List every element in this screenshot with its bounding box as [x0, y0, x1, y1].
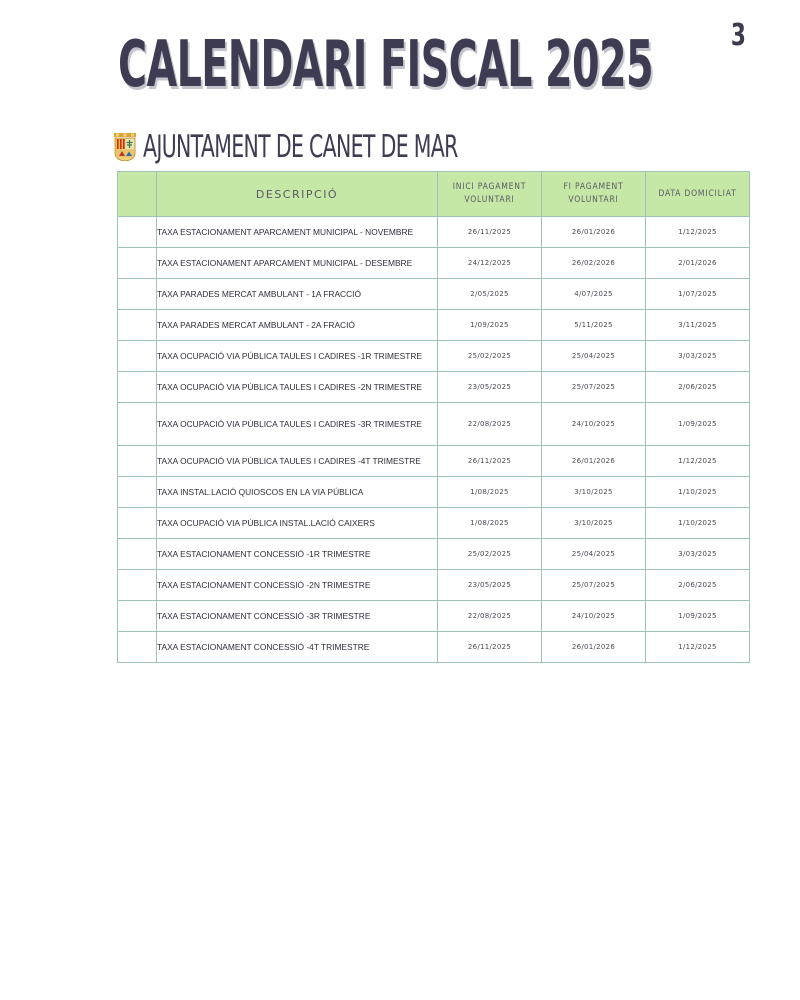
row-empty-cell: [118, 217, 157, 248]
table-row: [118, 341, 750, 372]
row-description: TAXA ESTACIONAMENT APARCAMENT MUNICIPAL - NOVEMBRE: [157, 217, 438, 248]
row-domicile-date: 1/09/2025: [646, 403, 750, 446]
row-end-date: 26/01/2026: [542, 632, 646, 663]
row-empty-cell: [118, 279, 157, 310]
subtitle: AJUNTAMENT DE CANET DE MAR: [143, 129, 458, 165]
row-end-date: 25/07/2025: [542, 372, 646, 403]
row-empty-cell: [118, 601, 157, 632]
header-end-line2: VOLUNTARI: [568, 195, 619, 205]
row-domicile-date: 2/01/2026: [646, 248, 750, 279]
header-start-line2: VOLUNTARI: [464, 195, 515, 205]
row-start-date: 24/12/2025: [438, 248, 542, 279]
row-domicile-date: 2/06/2025: [646, 372, 750, 403]
row-description: TAXA OCUPACIÓ VIA PÚBLICA INSTAL.LACIÓ CAIXERS: [157, 508, 438, 539]
row-end-date: 26/01/2026: [542, 217, 646, 248]
row-domicile-date: 1/10/2025: [646, 477, 750, 508]
row-domicile-date: 1/09/2025: [646, 601, 750, 632]
row-empty-cell: [118, 632, 157, 663]
header-end-line1: FI PAGAMENT: [563, 182, 624, 192]
row-domicile-date: 3/03/2025: [646, 341, 750, 372]
row-description: TAXA ESTACIONAMENT APARCAMENT MUNICIPAL - DESEMBRE: [157, 248, 438, 279]
row-end-date: 3/10/2025: [542, 508, 646, 539]
row-end-date: 5/11/2025: [542, 310, 646, 341]
table-row: [118, 570, 750, 601]
row-end-date: 25/04/2025: [542, 539, 646, 570]
row-end-date: 24/10/2025: [542, 601, 646, 632]
row-start-date: 1/09/2025: [438, 310, 542, 341]
row-domicile-date: 1/07/2025: [646, 279, 750, 310]
header-empty-cell: [118, 172, 157, 217]
row-end-date: 25/04/2025: [542, 341, 646, 372]
table-row: [118, 248, 750, 279]
row-start-date: 25/02/2025: [438, 539, 542, 570]
table-header-row: [118, 172, 750, 217]
header-domicile-date: DATA DOMICILIAT: [646, 172, 750, 217]
header-start-payment: [438, 172, 542, 217]
table-row: [118, 217, 750, 248]
table-row: [118, 632, 750, 663]
table-row: [118, 279, 750, 310]
row-end-date: 26/01/2026: [542, 446, 646, 477]
row-description: TAXA OCUPACIÓ VIA PÚBLICA TAULES I CADIRES -2N TRIMESTRE: [157, 372, 438, 403]
table-row: [118, 508, 750, 539]
header-description: DESCRIPCIÓ: [157, 172, 438, 217]
row-description: TAXA ESTACIONAMENT CONCESSIÓ -2N TRIMESTRE: [157, 570, 438, 601]
row-description: TAXA PARADES MERCAT AMBULANT - 1A FRACCIÓ: [157, 279, 438, 310]
row-start-date: 25/02/2025: [438, 341, 542, 372]
row-empty-cell: [118, 477, 157, 508]
row-start-date: 22/08/2025: [438, 403, 542, 446]
row-description: TAXA OCUPACIÓ VIA PÚBLICA TAULES I CADIRES -3R TRIMESTRE: [157, 403, 438, 446]
row-start-date: 26/11/2025: [438, 632, 542, 663]
row-empty-cell: [118, 508, 157, 539]
row-empty-cell: [118, 539, 157, 570]
row-start-date: 26/11/2025: [438, 217, 542, 248]
row-description: TAXA OCUPACIÓ VIA PÚBLICA TAULES I CADIRES -1R TRIMESTRE: [157, 341, 438, 372]
row-start-date: 23/05/2025: [438, 570, 542, 601]
row-empty-cell: [118, 446, 157, 477]
row-description: TAXA ESTACIONAMENT CONCESSIÓ -4T TRIMESTRE: [157, 632, 438, 663]
table-row: [118, 310, 750, 341]
row-empty-cell: [118, 310, 157, 341]
table-row: [118, 403, 750, 446]
page-title: CALENDARI FISCAL 2025: [118, 28, 654, 102]
row-domicile-date: 2/06/2025: [646, 570, 750, 601]
row-domicile-date: 1/10/2025: [646, 508, 750, 539]
row-domicile-date: 1/12/2025: [646, 632, 750, 663]
row-start-date: 1/08/2025: [438, 508, 542, 539]
table-row: [118, 372, 750, 403]
row-end-date: 24/10/2025: [542, 403, 646, 446]
header-start-line1: INICI PAGAMENT: [452, 182, 527, 192]
row-end-date: 4/07/2025: [542, 279, 646, 310]
row-description: TAXA INSTAL.LACIÓ QUIOSCOS EN LA VIA PÚBLICA: [157, 477, 438, 508]
table-row: [118, 477, 750, 508]
fiscal-calendar-table: [117, 171, 750, 663]
row-empty-cell: [118, 403, 157, 446]
row-start-date: 22/08/2025: [438, 601, 542, 632]
table-row: [118, 446, 750, 477]
row-description: TAXA OCUPACIÓ VIA PÚBLICA TAULES I CADIRES -4T TRIMESTRE: [157, 446, 438, 477]
page-number: 3: [730, 18, 746, 53]
table-row: [118, 601, 750, 632]
row-start-date: 2/05/2025: [438, 279, 542, 310]
row-end-date: 3/10/2025: [542, 477, 646, 508]
table-row: [118, 539, 750, 570]
row-empty-cell: [118, 341, 157, 372]
row-empty-cell: [118, 570, 157, 601]
row-empty-cell: [118, 248, 157, 279]
subtitle-row: [113, 128, 620, 166]
row-description: TAXA ESTACIONAMENT CONCESSIÓ -3R TRIMESTRE: [157, 601, 438, 632]
row-domicile-date: 1/12/2025: [646, 446, 750, 477]
row-description: TAXA PARADES MERCAT AMBULANT - 2A FRACIÓ: [157, 310, 438, 341]
row-start-date: 23/05/2025: [438, 372, 542, 403]
row-domicile-date: 1/12/2025: [646, 217, 750, 248]
row-domicile-date: 3/11/2025: [646, 310, 750, 341]
coat-of-arms-icon: [113, 133, 137, 161]
row-end-date: 26/02/2026: [542, 248, 646, 279]
row-start-date: 1/08/2025: [438, 477, 542, 508]
row-empty-cell: [118, 372, 157, 403]
row-end-date: 25/07/2025: [542, 570, 646, 601]
row-domicile-date: 3/03/2025: [646, 539, 750, 570]
row-description: TAXA ESTACIONAMENT CONCESSIÓ -1R TRIMESTRE: [157, 539, 438, 570]
header-end-payment: [542, 172, 646, 217]
row-start-date: 26/11/2025: [438, 446, 542, 477]
